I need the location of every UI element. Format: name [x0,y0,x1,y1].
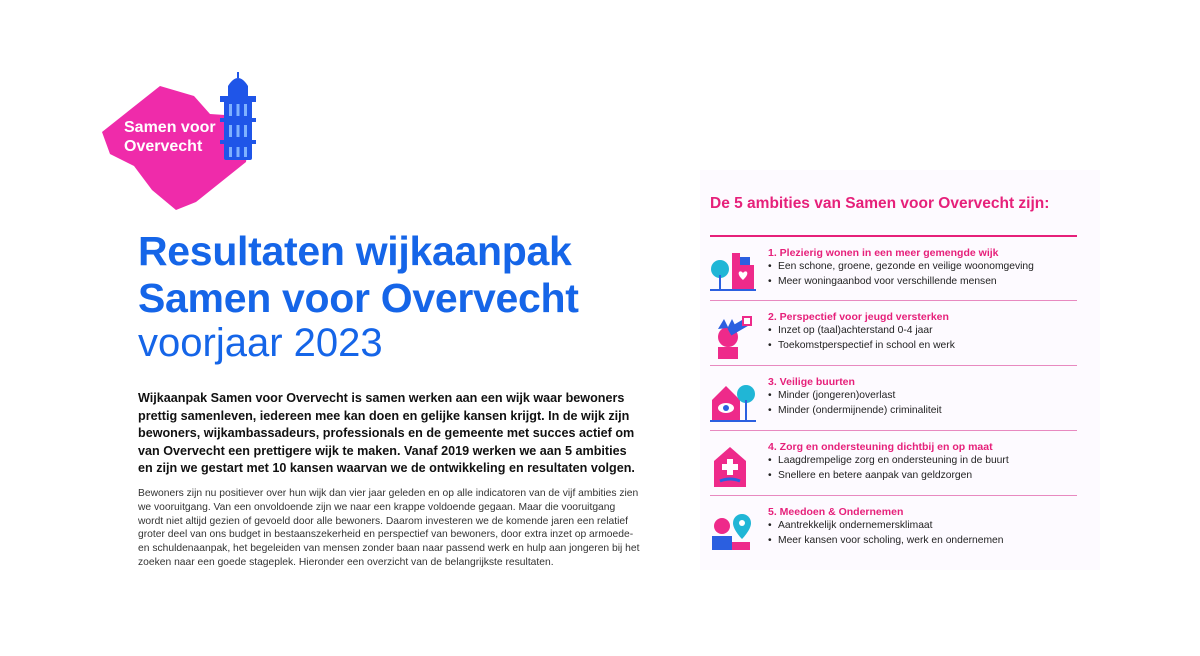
logo-text-line2: Overvecht [124,138,203,155]
ambition-item-5 [710,506,1077,568]
title-line1: Resultaten wijkaanpak [138,228,572,274]
panel-title-rule [710,235,1077,237]
youth-telescope-icon [710,315,756,361]
ambition-divider [710,365,1077,366]
ambition-bullets-1 [768,259,1034,289]
ambitions-panel-title: De 5 ambities van Samen voor Overvecht zijn: [710,195,1050,212]
body-paragraph: Bewoners zijn nu positiever over hun wijk dan vier jaar geleden en op alle indicatoren van de vijf ambities zien we vooruitgang. Van een onvoldoende zijn we naar een krappe voldoende gegaan. Maar die vooruitgang wordt niet altijd gezien of gevoeld door alle bewoners. Daarom investeren we de komende jaren een relatief groter deel van ons budget in bestaanszekerheid en perspectief van bewoners, door extra inzet op armoede- en schuldenaanpak, het begeleiden van mensen zonder baan naar passend werk en hulp aan jongeren bij het zoeken naar een goede stageplek. Hieronder een overzicht van de belangrijkste resultaten. [138,488,640,568]
house-eye-tree-icon [710,380,756,426]
ambition-bullets-4 [768,453,1009,483]
ambition-bullets-5 [768,518,1004,548]
list-item: • Laagdrempelige zorg en ondersteuning in de buurt [768,453,1009,468]
list-item: • Minder (jongeren)overlast [768,388,942,403]
list-item: • Een schone, groene, gezonde en veilige woonomgeving [768,259,1034,274]
list-item: • Minder (ondermijnende) criminaliteit [768,403,942,418]
care-house-cross-icon [710,445,756,491]
intro-paragraph: Wijkaanpak Samen voor Overvecht is samen werken aan een wijk waar bewoners prettig samenleven, iedereen mee kan doen en gelijke kansen krijgt. In de wijk zijn bewoners, wijkambassadeurs, professionals en de gemeente met succes actief om van Overvecht een prettigere wijk te maken. Vanaf 2019 werken we aan 5 ambities en zijn we gestart met 10 kansen waarvan we de ontwikkeling en resultaten volgen. [138,391,635,476]
logo-wordmark [124,118,234,156]
ambition-title-2: 2. Perspectief voor jeugd versterken [768,311,949,323]
ambition-item-2 [710,311,1077,373]
page-title [138,228,579,322]
ambition-item-4 [710,441,1077,503]
list-item: • Snellere en betere aanpak van geldzorgen [768,468,1009,483]
ambition-bullets-2 [768,323,955,353]
ambition-title-1: 1. Plezierig wonen in een meer gemengde wijk [768,247,999,259]
list-item: • Aantrekkelijk ondernemersklimaat [768,518,1004,533]
title-line2: Samen voor Overvecht [138,275,579,321]
ambition-title-4: 4. Zorg en ondersteuning dichtbij en op maat [768,441,993,453]
list-item: • Toekomstperspectief in school en werk [768,338,955,353]
ambition-title-3: 3. Veilige buurten [768,376,855,388]
list-item: • Meer kansen voor scholing, werk en ondernemen [768,533,1004,548]
people-location-icon [710,510,756,556]
ambition-divider [710,495,1077,496]
page-subtitle: voorjaar 2023 [138,321,383,365]
list-item: • Inzet op (taal)achterstand 0-4 jaar [768,323,955,338]
ambition-title-5: 5. Meedoen & Ondernemen [768,506,904,518]
ambition-item-3 [710,376,1077,438]
ambition-divider [710,430,1077,431]
houses-tree-heart-icon [710,251,756,297]
ambition-divider [710,300,1077,301]
list-item: • Meer woningaanbod voor verschillende mensen [768,274,1034,289]
logo-text-line1: Samen voor [124,119,216,136]
ambition-bullets-3 [768,388,942,418]
